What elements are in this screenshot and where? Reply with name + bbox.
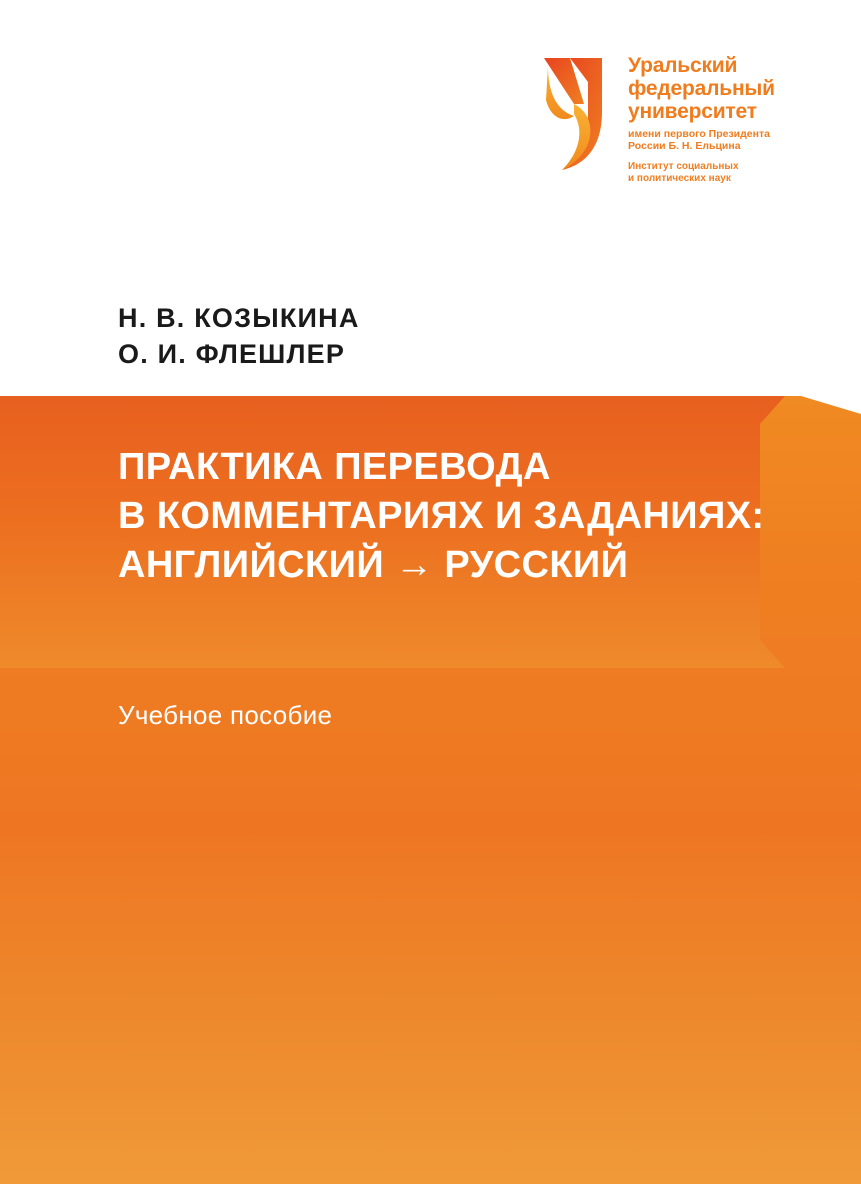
university-logo xyxy=(540,46,800,221)
page-title xyxy=(118,443,765,590)
author-name-1: Н. В. КОЗЫКИНА xyxy=(118,303,360,333)
logo-wordmark xyxy=(628,54,803,185)
ufu-logo-mark-icon xyxy=(540,52,618,172)
authors-block xyxy=(118,300,360,372)
title-line-2: В КОММЕНТАРИЯХ И ЗАДАНИЯХ: xyxy=(118,495,765,537)
logo-sub-line-2: России Б. Н. Ельцина xyxy=(628,140,741,152)
logo-name-line-2: федеральный xyxy=(628,77,775,100)
logo-institute-line-2: и политических наук xyxy=(628,173,731,184)
author-name-2: О. И. ФЛЕШЛЕР xyxy=(118,339,346,369)
logo-institute-line-1: Институт социальных xyxy=(628,161,739,172)
logo-sub-line-1: имени первого Президента xyxy=(628,128,770,140)
title-line-1: ПРАКТИКА ПЕРЕВОДА xyxy=(118,446,551,488)
logo-name-line-1: Уральский xyxy=(628,54,738,77)
title-line-3: АНГЛИЙСКИЙ → РУССКИЙ xyxy=(118,544,629,586)
logo-name-line-3: университет xyxy=(628,100,757,123)
page-subtitle: Учебное пособие xyxy=(118,700,333,730)
